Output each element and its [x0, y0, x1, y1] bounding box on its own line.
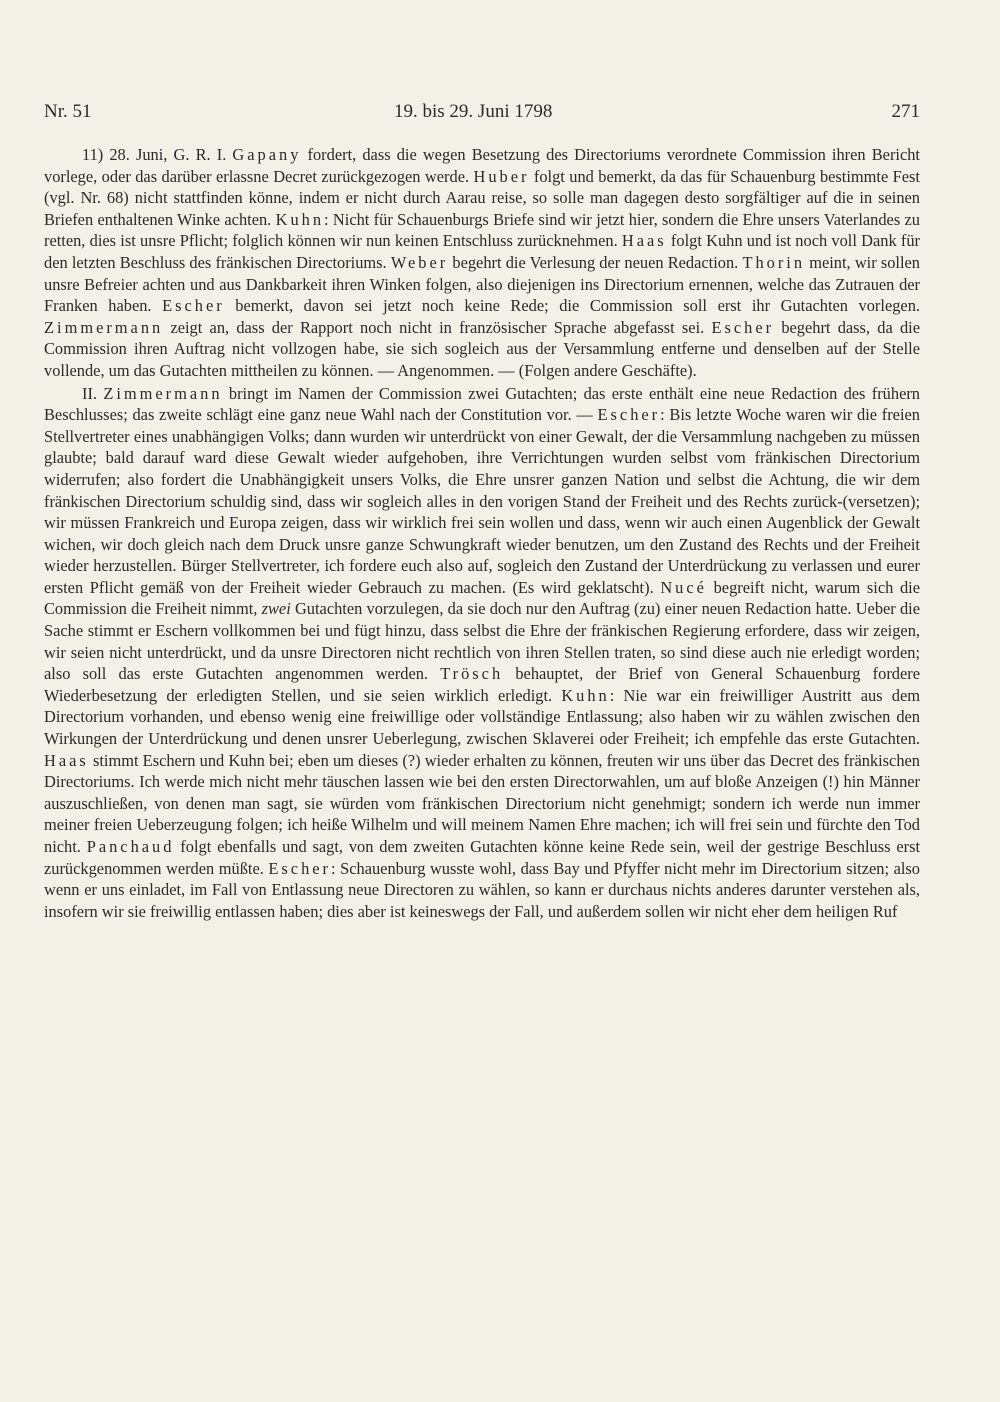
- speaker-name: Escher: [597, 405, 661, 425]
- running-header: [44, 101, 920, 127]
- speaker-name: Thorin: [742, 252, 806, 272]
- speaker-name: Huber: [473, 166, 530, 186]
- text-segment: : Nie war ein freiwilliger Austritt aus dem Directorium vorhanden, und ebenso wenig eine freiwillige oder vollständige Entlassung; also haben wir zu wählen zwischen den Wirkungen der Unterdrückung und denen unsrer Ueberlegung, zwischen Sklaverei oder Freiheit; ich empfehle das erste Gutachten.: [44, 685, 920, 749]
- page-number: 271: [891, 101, 920, 122]
- text-segment: II.: [82, 383, 104, 403]
- document-number: Nr. 51: [44, 101, 92, 122]
- speaker-name: Escher: [268, 858, 332, 878]
- text-segment: bringt im Namen der Commission zwei Gutachten; das erste enthält eine neue Redaction des frühern Beschlusses; das zweite schlägt eine ganz neue Wahl nach der Constitution vor. —: [44, 383, 920, 425]
- text-segment: begehrt die Verlesung der neuen Redaction.: [448, 252, 743, 272]
- text-segment: folgt und bemerkt, da das für Schauenburg bestimmte Fest (vgl. Nr. 68) nicht stattfinden könne, indem er nicht durch Aarau reise, so solle man dagegen desto sorgfältiger auf die in seinen Briefen enthaltenen Winke achten.: [44, 166, 920, 229]
- text-segment: 11) 28. Juni, G. R. I.: [82, 145, 233, 164]
- speaker-name: Panchaud: [86, 837, 175, 856]
- emphasis-text: zwei: [261, 599, 291, 619]
- text-segment: begreift nicht, warum sich die Commission die Freiheit nimmt,: [44, 577, 921, 619]
- text-segment: fordert, dass die wegen Besetzung des Directoriums verordnete Commission ihren Bericht vorlege, oder das darüber erlassne Decret zurückgezogen werde.: [44, 145, 920, 186]
- speaker-name: Nucé: [660, 577, 707, 597]
- text-segment: folgt Kuhn und ist noch voll Dank für den letzten Beschluss des fränkischen Directoriums.: [44, 231, 920, 272]
- speaker-name: Kuhn: [561, 685, 610, 705]
- speaker-name: Zimmermann: [103, 383, 223, 403]
- text-segment: behauptet, der Brief von General Schauenburg fordere Wiederbesetzung der erledigten Stellen, und sie seien wirklich erledigt.: [44, 664, 920, 705]
- speaker-name: Escher: [162, 296, 225, 316]
- speaker-name: Kuhn: [275, 209, 325, 229]
- text-segment: meint, wir sollen unsre Befreier achten und aus Dankbarkeit ihren Winken folgen, also diejenigen ins Directorium ernennen, welche das Zutrauen der Franken haben.: [44, 252, 921, 316]
- date-range: 19. bis 29. Juni 1798: [394, 101, 553, 122]
- text-segment: stimmt Eschern und Kuhn bei; eben um dieses (?) wieder erhalten zu können, freuten wir uns über das Decret des fränkischen Directoriums. Ich werde mich nicht mehr täuschen lassen wie bei den ersten Directorwahlen, um auf bloße Anzeigen (!) hin Männer auszuschließen, von denen man sagt, sie würden vom fränkischen Directorium nicht genehmigt; sondern ich werde nun immer meiner freien Ueberzeugung folgen; ich heiße Wilhelm und will meinem Namen Ehre machen; ich will frei sein und fürchte den Tod nicht.: [44, 750, 920, 856]
- text-segment: zeigt an, dass der Rapport noch nicht in französischer Sprache abgefasst sei.: [163, 317, 712, 337]
- text-segment: : Bis letzte Woche waren wir die freien Stellvertreter eines unabhängigen Volks; dann wurden wir unterdrückt von einer Gewalt, der die Versammlung nachgeben zu müssen glaubte; bald darauf ward diese Gewalt wieder aufgehoben, ihre Verrichtungen wurden selbst vom fränkischen Directorium widerrufen; also fordert die Unabhängigkeit unsers Volks, die Ehre unsrer ganzen Nation und selbst die Achtung, die wir dem fränkischen Directorium schuldig sind, dass wir sogleich alles in den vorigen Stand der Freiheit und des Rechts zurück-(versetzen); wir müssen Frankreich und Europa zeigen, dass wir wirklich frei sein wollen und dass, wenn wir auch einen Augenblick der Gewalt wichen, wir doch gleich nach dem Druck unsre ganze Schwungkraft wieder benutzen, um den Zustand des Rechts und der Freiheit wieder herzustellen. Bürger Stellvertreter, ich fordere euch also auf, sogleich den Zustand der Unterdrückung zu verlassen und eurer ersten Pflicht gemäß von der Freiheit wieder Gebrauch zu machen. (Es wird geklatscht).: [44, 405, 920, 597]
- speaker-name: Zimmermann: [44, 317, 164, 337]
- speaker-name: Haas: [44, 750, 89, 770]
- text-segment: : Schauenburg wusste wohl, dass Bay und Pfyffer nicht mehr im Directorium sitzen; also wenn er uns einladet, im Fall von Entlassung neue Directoren zu wählen, so kann er durchaus nichts anderes darunter verstehen als, insofern wir sie freiwillig entlassen haben; dies aber ist keineswegs der Fall, und außerdem sollen wir nicht eher dem heiligen Ruf: [44, 858, 920, 921]
- paragraph-2: [44, 383, 920, 923]
- text-segment: folgt ebenfalls und sagt, von dem zweiten Gutachten könne keine Rede sein, weil der gestrige Beschluss erst zurückgenommen werden müßte.: [44, 837, 921, 878]
- speaker-name: Trösch: [440, 664, 504, 684]
- speaker-name: Weber: [390, 252, 449, 272]
- speaker-name: Gapany: [232, 145, 302, 164]
- speaker-name: Haas: [621, 231, 667, 251]
- text-segment: begehrt dass, da die Commission ihren Auftrag nicht vollzogen habe, sie sich sogleich aus der Versammlung entferne und denselben auf der Stelle vollende, um das Gutachten mittheilen zu können. — Angenommen. — (Folgen andere Geschäfte).: [44, 317, 920, 380]
- body-text: [44, 144, 920, 922]
- text-segment: : Nicht für Schauenburgs Briefe sind wir jetzt hier, sondern die Ehre unsers Vaterlandes zu retten, dies ist unsre Pflicht; folglich können wir nun keinen Entschluss zurücknehmen.: [44, 209, 920, 251]
- paragraph-1: [44, 144, 920, 382]
- text-segment: Gutachten vorzulegen, da sie doch nur den Auftrag (zu) einer neuen Redaction hatte. Ueber die Sache stimmt er Eschern vollkommen bei und fügt hinzu, dass selbst die Ehre der fränkischen Regierung erfordere, dass wir zeigen, wir seien nicht unterdrückt, und da unsre Directoren nicht rechtlich von ihren Stellen traten, so sind diese auch nie erledigt worden; also soll das erste Gutachten angenommen werden.: [44, 599, 920, 684]
- text-segment: bemerkt, davon sei jetzt noch keine Rede; die Commission soll erst ihr Gutachten vorlegen.: [224, 296, 920, 316]
- speaker-name: Escher: [711, 317, 775, 337]
